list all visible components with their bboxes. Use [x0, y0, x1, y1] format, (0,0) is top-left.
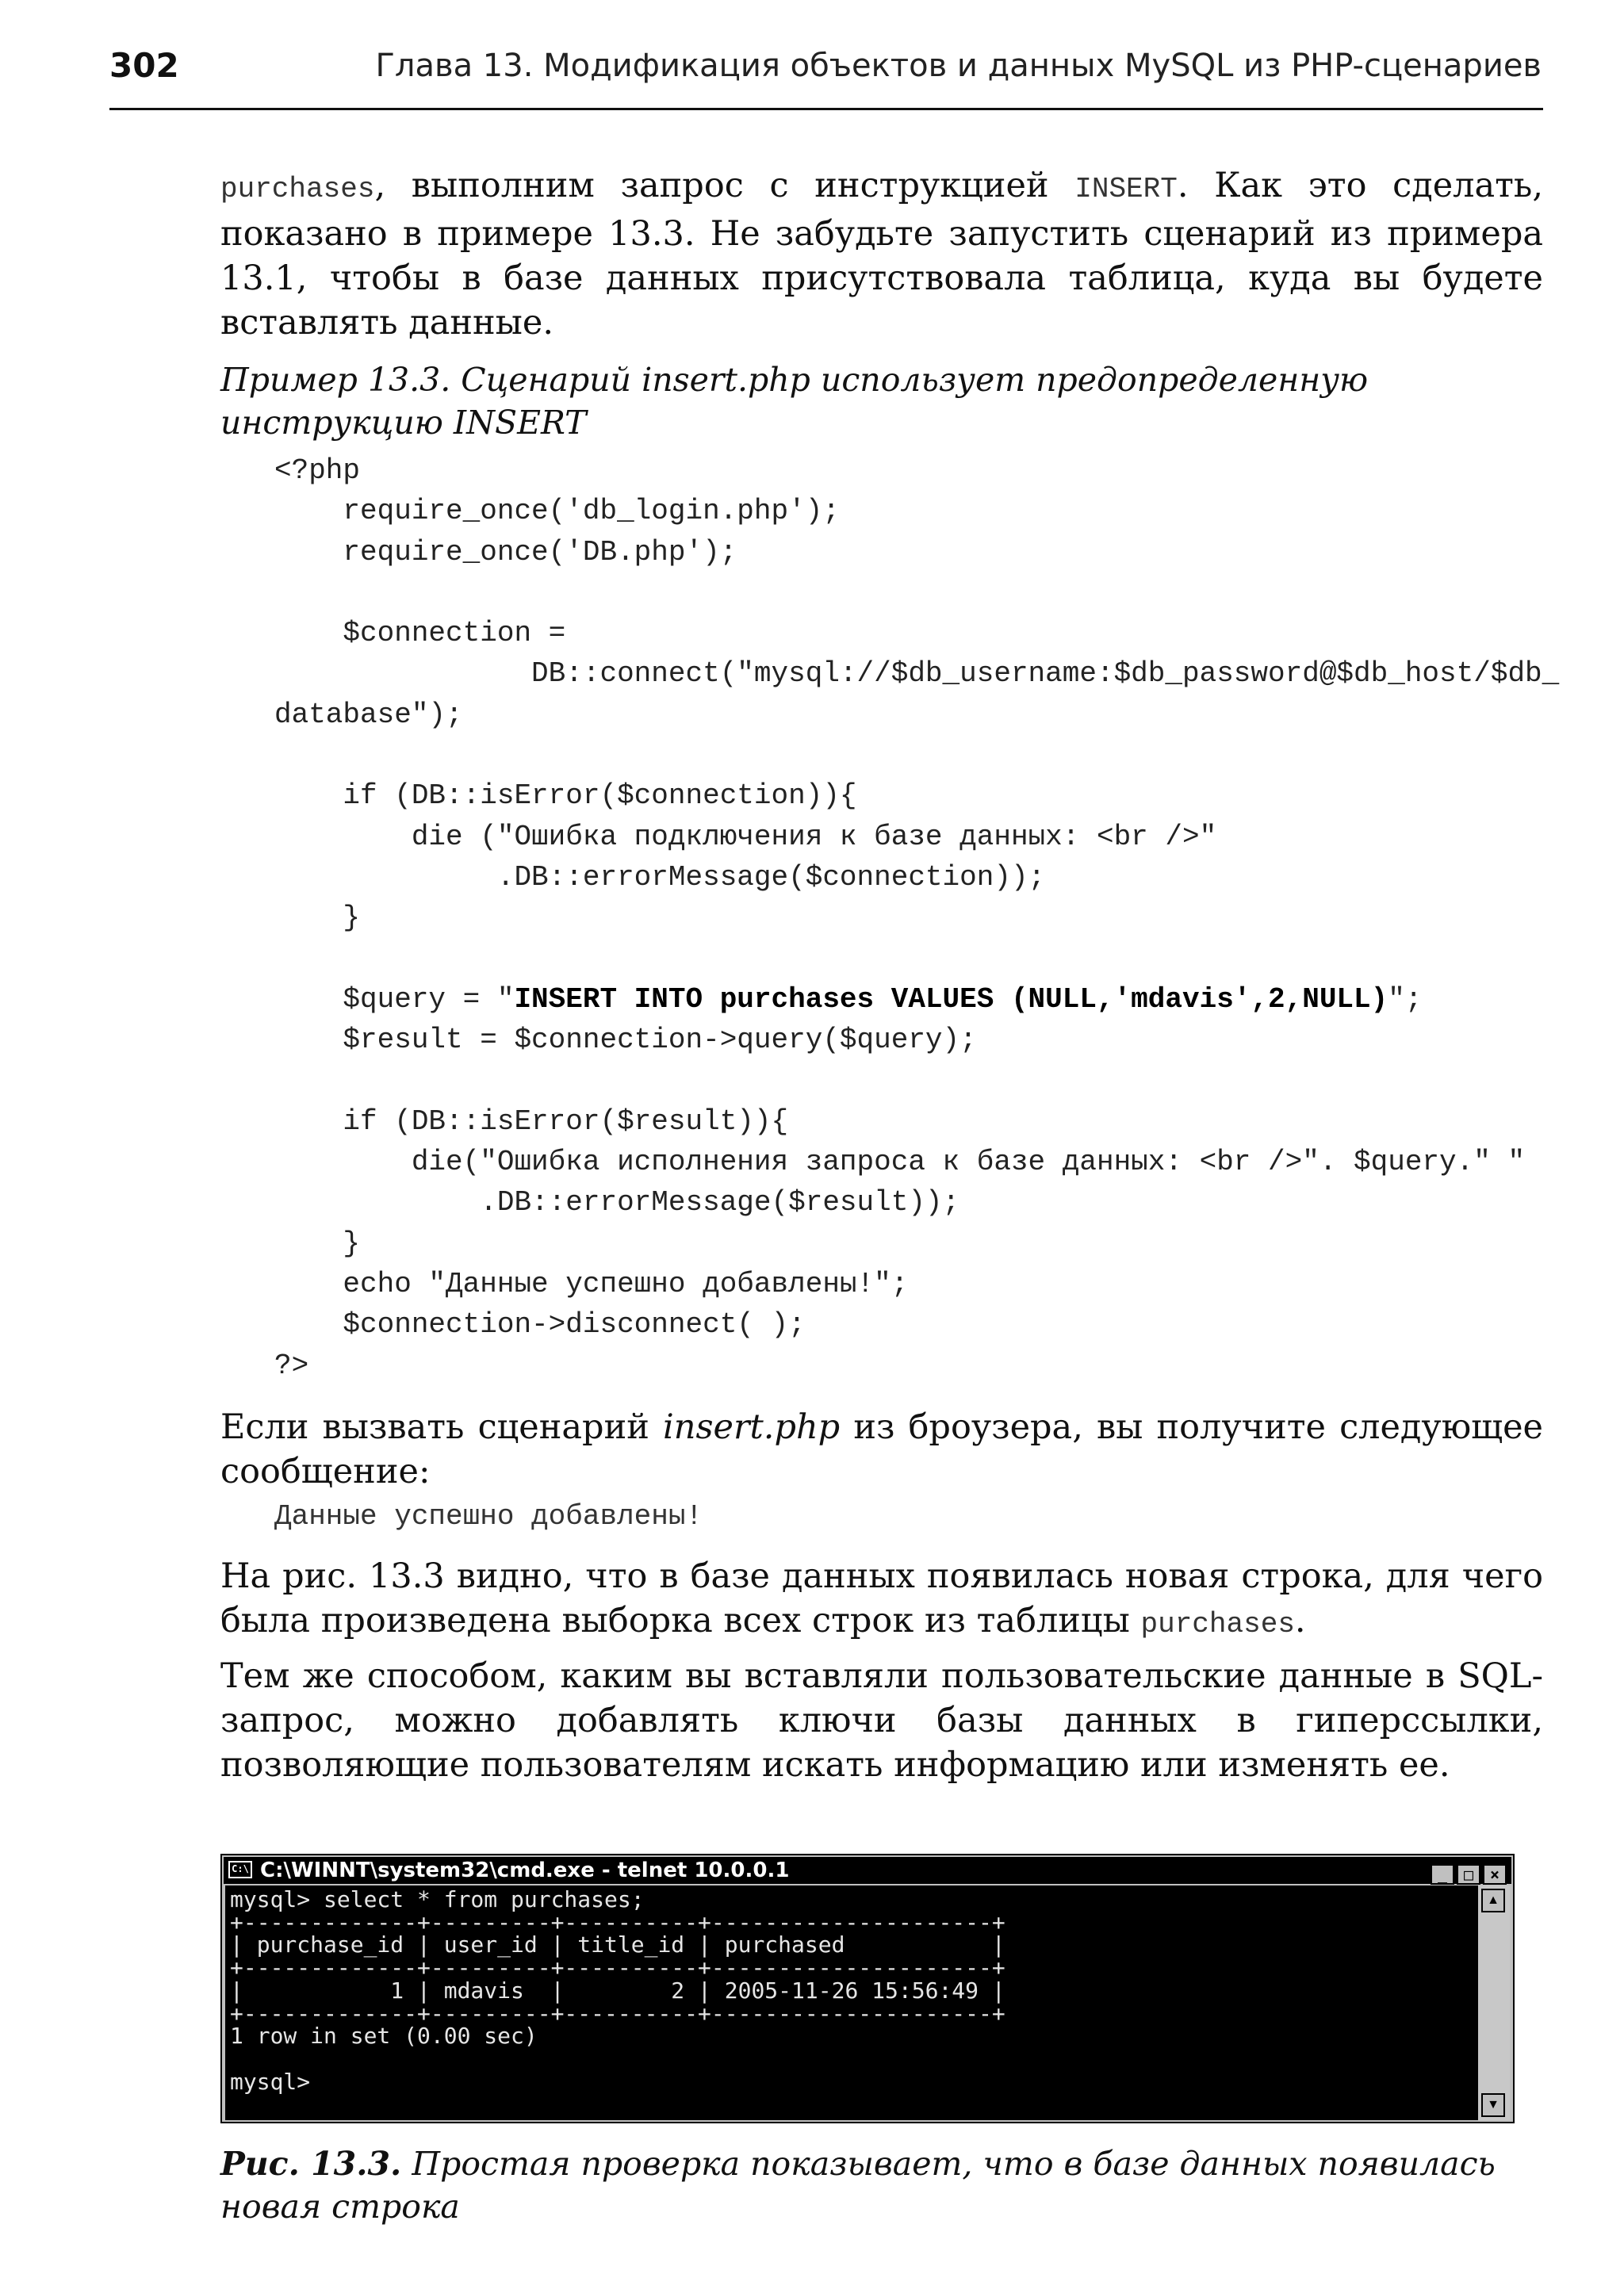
scroll-up-icon[interactable]: ▲	[1481, 1889, 1505, 1912]
terminal-line: mysql>	[230, 2068, 311, 2095]
scroll-down-icon[interactable]: ▼	[1481, 2093, 1505, 2117]
script-name: insert.php	[663, 1407, 841, 1447]
header-rule	[109, 108, 1543, 110]
inline-code: purchases	[1140, 1608, 1295, 1640]
terminal-title: C:\WINNT\system32\cmd.exe - telnet 10.0.0.1	[260, 1859, 790, 1882]
terminal-line: +-------------+---------+----------+---------------------+	[230, 2000, 1005, 2027]
figure-ref-paragraph	[220, 1554, 1543, 1647]
inline-code: INSERT	[1074, 173, 1178, 205]
console-icon: C:\	[228, 1861, 252, 1878]
call-text-2: из броузера, вы получите следующее сообщение:	[220, 1407, 1543, 1491]
intro-text-2: . Как это сделать, показано в примере 13.3. Не забудьте запустить сценарий из примера 13.1, чтобы в базе данных присутствовала таблица, куда вы будете вставлять данные.	[220, 166, 1543, 343]
terminal-window	[220, 1854, 1515, 2123]
close-button[interactable]: ×	[1483, 1864, 1507, 1885]
code-listing	[274, 450, 1559, 1386]
script-output: Данные успешно добавлены!	[274, 1500, 703, 1533]
page-number: 302	[109, 46, 179, 85]
call-text-1: Если вызвать сценарий	[220, 1407, 663, 1447]
terminal-line: +-------------+---------+----------+---------------------+	[230, 1954, 1005, 1981]
figure-ref-text: На рис. 13.3 видно, что в базе данных появилась новая строка, для чего была произведена выборка всех строк из таблицы	[220, 1556, 1543, 1640]
terminal-line: +-------------+---------+----------+---------------------+	[230, 1908, 1005, 1935]
terminal-line: mysql> select * from purchases;	[230, 1886, 645, 1912]
minimize-button[interactable]: _	[1431, 1864, 1454, 1885]
vertical-scrollbar[interactable]	[1477, 1885, 1510, 2120]
intro-text-1: , выполним запрос с инструкцией	[374, 166, 1075, 205]
figure-ref-end: .	[1294, 1601, 1306, 1640]
terminal-text	[225, 1885, 1477, 2096]
maximize-button[interactable]: □	[1457, 1864, 1480, 1885]
code-after: "; $result = $connection->query($query); if (DB::isError($result)){ die("Ошибка исполнения запроса к базе данных: <br />". $query." " .DB::errorMessage($result)); } echo "Данные успешно добавлены!"; $connection->disconnect( ); ?>	[274, 982, 1526, 1382]
terminal-title-bar	[224, 1857, 1511, 1884]
window-controls	[1428, 1860, 1507, 1887]
code-before: <?php require_once('db_login.php'); require_once('DB.php'); $connection = DB::connect("mysql://$db_username:$db_password@$db_host/$db_ database"); if (DB::isError($connection)){ die ("Ошибка подключения к базе данных: <br />" .DB::errorMessage($connection)); } $query = "	[274, 454, 1560, 1016]
figure-caption-text: Простая проверка показывает, что в базе данных появилась новая строка	[220, 2145, 1496, 2226]
terminal-line: | purchase_id | user_id | title_id | purchased |	[230, 1931, 1005, 1958]
figure-caption	[220, 2142, 1521, 2228]
call-paragraph	[220, 1405, 1543, 1494]
inline-code: purchases	[220, 173, 375, 205]
code-highlight: INSERT INTO purchases VALUES (NULL,'mdavis',2,NULL)	[514, 982, 1388, 1016]
terminal-output[interactable]	[225, 1885, 1477, 2120]
figure-label: Рис. 13.3.	[220, 2145, 402, 2183]
links-paragraph: Тем же способом, каким вы вставляли пользовательские данные в SQL-запрос, можно добавлять ключи базы данных в гиперссылки, позволяющие пользователям искать информацию или изменять ее.	[220, 1656, 1543, 1785]
example-caption: Пример 13.3. Сценарий insert.php использует предопределенную инструкцию INSERT	[220, 361, 1369, 442]
intro-paragraph	[220, 163, 1543, 345]
terminal-line: | 1 | mdavis | 2 | 2005-11-26 15:56:49 |	[230, 1977, 1005, 2004]
chapter-title: Глава 13. Модификация объектов и данных MySQL из PHP-сценариев	[375, 48, 1542, 84]
terminal-line: 1 row in set (0.00 sec)	[230, 2023, 538, 2050]
